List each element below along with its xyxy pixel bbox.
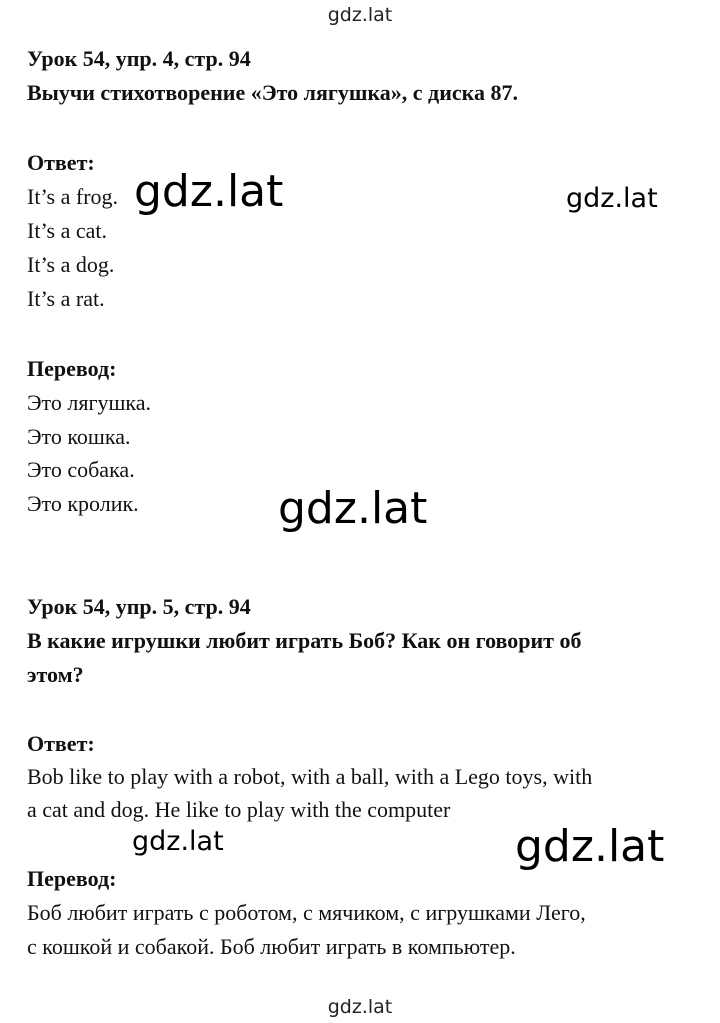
section1-answer-line: It’s a rat. [27,286,105,311]
section1-answer-line: It’s a dog. [27,252,115,277]
section1-heading: Урок 54, упр. 4, стр. 94 [27,46,251,71]
header-watermark: gdz.lat [327,4,393,26]
section1-answer-line: It’s a frog. [27,184,119,209]
watermark: gdz.lat [278,483,428,534]
section1-translation-label: Перевод: [27,356,117,381]
section1-translation-line: Это кошка. [27,424,131,449]
section2-answer-line: Bob like to play with a robot, with a ball, with a Lego toys, with [27,764,593,789]
section2-task-line: этом? [27,662,84,687]
watermark: gdz.lat [134,166,284,217]
section1-translation-line: Это лягушка. [27,390,152,415]
section1-translation-line: Это собака. [27,457,135,482]
section1-task: Выучи стихотворение «Это лягушка», с диска 87. [27,80,518,105]
watermark: gdz.lat [566,183,658,214]
watermark: gdz.lat [132,826,224,857]
watermark: gdz.lat [515,821,665,872]
footer-watermark: gdz.lat [327,996,393,1018]
section1-answer-label: Ответ: [27,150,95,175]
section2-answer-label: Ответ: [27,731,95,756]
section1-answer-line: It’s a cat. [27,218,108,243]
section2-translation-label: Перевод: [27,866,117,891]
section2-answer-line: a cat and dog. He like to play with the computer [27,797,451,822]
section2-heading: Урок 54, упр. 5, стр. 94 [27,594,251,619]
section2-task-line: В какие игрушки любит играть Боб? Как он говорит об [27,628,582,653]
section1-translation-line: Это кролик. [27,491,139,516]
section2-translation-line: с кошкой и собакой. Боб любит играть в компьютер. [27,934,516,959]
section2-translation-line: Боб любит играть с роботом, с мячиком, с игрушками Лего, [27,900,586,925]
